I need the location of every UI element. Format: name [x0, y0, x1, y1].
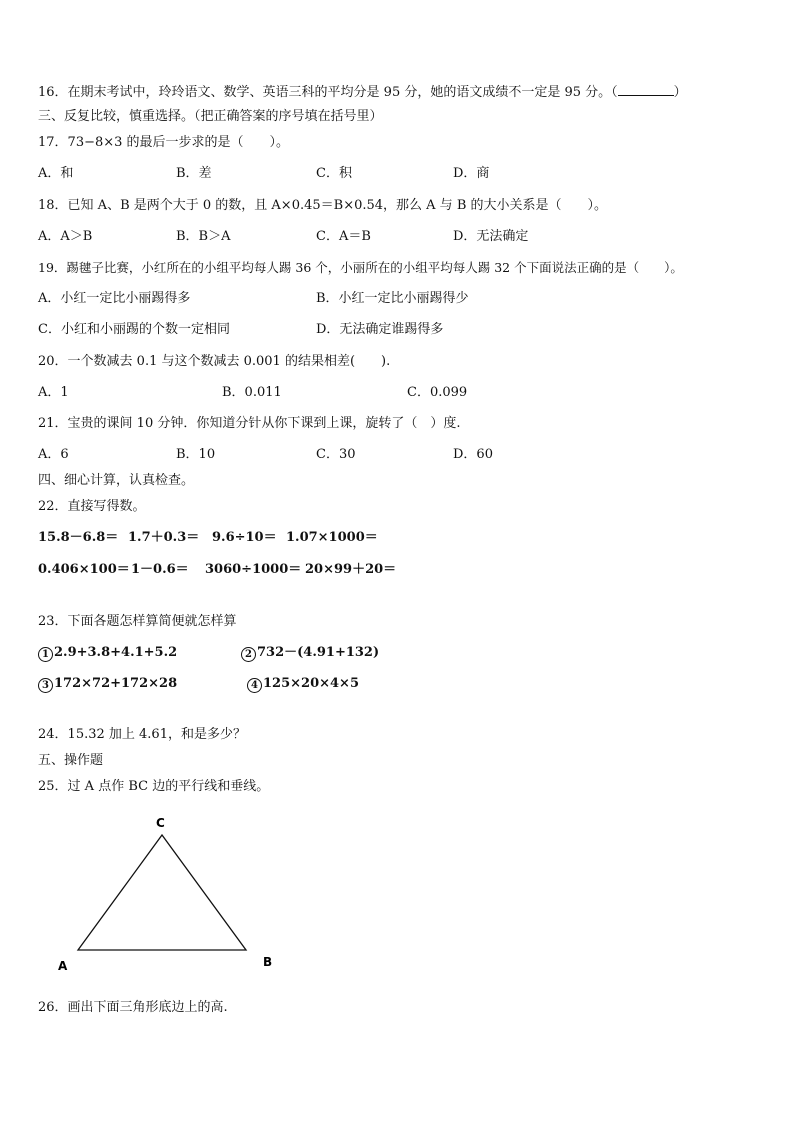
q18-option-c: C．A＝B: [316, 229, 371, 244]
circled-number: 3: [38, 678, 53, 693]
answer-blank[interactable]: [618, 83, 674, 96]
question-19-stem: 19．踢毽子比赛，小红所在的小组平均每人踢 36 个，小丽所在的小组平均每人踢 32 个下面说法正确的是（ ）。: [38, 260, 683, 275]
section-5-heading: 五、操作题: [38, 753, 104, 768]
question-24: 24．15.32 加上 4.61，和是多少？: [38, 727, 246, 742]
q20-option-a: A．1: [38, 385, 69, 400]
section-4-heading: 四、细心计算，认真检查。: [38, 473, 195, 488]
calc-item: 1.7＋0.3＝: [128, 530, 200, 545]
question-16-close: ）: [673, 85, 687, 100]
circled-number: 2: [241, 647, 256, 662]
calc-item: 0.406×100＝: [38, 562, 130, 577]
question-25-stem: 25．过 A 点作 BC 边的平行线和垂线。: [38, 779, 270, 794]
question-20-stem: 20．一个数减去 0.1 与这个数减去 0.001 的结果相差( ).: [38, 354, 391, 369]
simplify-item: [38, 676, 177, 693]
calc-item: 20×99＋20＝: [305, 562, 397, 577]
q21-option-c: C．30: [316, 447, 356, 462]
question-16-text: 16．在期末考试中，玲玲语文、数学、英语三科的平均分是 95 分，她的语文成绩不一定是 95 分。（: [38, 85, 618, 100]
q17-option-d: D．商: [453, 166, 490, 181]
q20-option-c: C．0.099: [407, 385, 468, 400]
question-17-stem: 17．73−8×3 的最后一步求的是（ ）。: [38, 135, 290, 150]
calc-item: 1－0.6＝: [131, 562, 189, 577]
question-26: 26．画出下面三角形底边上的高.: [38, 1000, 228, 1015]
vertex-label-c: C: [156, 816, 165, 830]
question-23-stem: 23．下面各题怎样算简便就怎样算: [38, 614, 237, 629]
q21-option-b: B．10: [176, 447, 216, 462]
q19-option-b: B．小红一定比小丽踢得少: [316, 291, 469, 306]
q21-option-a: A．6: [38, 447, 69, 462]
question-21-stem: 21．宝贵的课间 10 分钟．你知道分针从你下课到上课，旋转了（ ）度.: [38, 416, 461, 431]
q17-option-c: C．积: [316, 166, 352, 181]
q20-option-b: B．0.011: [222, 385, 282, 400]
vertex-label-b: B: [263, 955, 273, 969]
q19-option-d: D．无法确定谁踢得多: [316, 322, 444, 337]
simplify-expression: 125×20×4×5: [263, 676, 359, 691]
circled-number: 1: [38, 647, 53, 662]
q17-option-b: B．差: [176, 166, 212, 181]
question-18-stem: 18．已知 A、B 是两个大于 0 的数，且 A×0.45＝B×0.54，那么 A 与 B 的大小关系是（ ）。: [38, 198, 608, 213]
simplify-expression: 732－(4.91+132): [257, 645, 380, 660]
triangle-abc: [78, 835, 246, 950]
q19-option-c: C．小红和小丽踢的个数一定相同: [38, 322, 230, 337]
q18-option-a: A．A＞B: [38, 229, 93, 244]
q17-option-a: A．和: [38, 166, 74, 181]
simplify-expression: 2.9+3.8+4.1+5.2: [54, 645, 178, 660]
vertex-label-a: A: [58, 959, 68, 973]
calc-item: 9.6÷10＝: [212, 530, 277, 545]
calc-item: 15.8－6.8＝: [38, 530, 119, 545]
triangle-figure: [40, 808, 300, 978]
q18-option-b: B．B＞A: [176, 229, 231, 244]
simplify-expression: 172×72+172×28: [54, 676, 178, 691]
q18-option-d: D．无法确定: [453, 229, 529, 244]
q19-option-a: A．小红一定比小丽踢得多: [38, 291, 191, 306]
circled-number: 4: [247, 678, 262, 693]
simplify-item: [241, 645, 379, 662]
calc-item: 3060÷1000＝: [205, 562, 302, 577]
section-3-heading: 三、反复比较，慎重选择。（把正确答案的序号填在括号里）: [38, 109, 383, 124]
simplify-item: [38, 645, 177, 662]
question-22-stem: 22．直接写得数。: [38, 499, 146, 514]
simplify-item: [247, 676, 359, 693]
calc-item: 1.07×1000＝: [286, 530, 378, 545]
q21-option-d: D．60: [453, 447, 493, 462]
question-16: [38, 83, 687, 101]
